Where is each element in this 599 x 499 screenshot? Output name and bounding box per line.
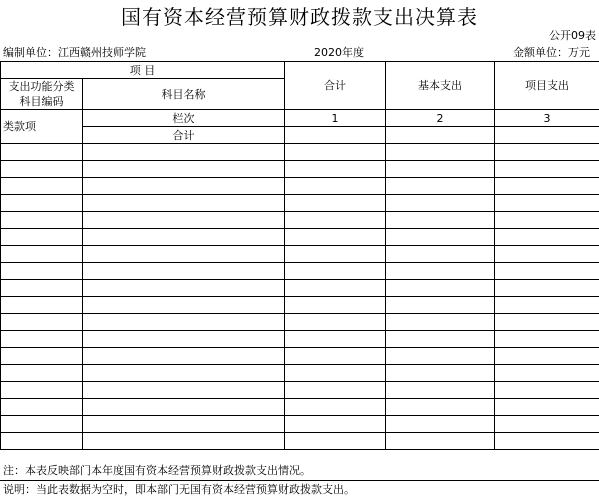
table-cell [83, 212, 285, 229]
note-scope: 注：本表反映部门本年度国有资本经营预算财政拨款支出情况。 [0, 462, 599, 481]
table-cell [386, 144, 495, 161]
report-title: 国有资本经营预算财政拨款支出决算表 [0, 4, 599, 30]
table-cell [83, 263, 285, 280]
table-cell [1, 246, 83, 263]
table-row [1, 314, 599, 331]
table-cell [83, 416, 285, 433]
table-row [1, 263, 599, 280]
table-cell [285, 433, 386, 450]
header-project-expenditure: 项目支出 [495, 62, 599, 110]
table-cell [495, 144, 599, 161]
table-cell [495, 212, 599, 229]
table-cell [83, 229, 285, 246]
table-cell [83, 382, 285, 399]
table-cell [1, 365, 83, 382]
table-cell [386, 416, 495, 433]
table-cell [1, 348, 83, 365]
table-cell [83, 365, 285, 382]
table-cell [83, 280, 285, 297]
table-cell [83, 161, 285, 178]
table-cell [495, 280, 599, 297]
header-subject-name: 科目名称 [83, 79, 285, 110]
table-cell [1, 161, 83, 178]
table-cell [285, 178, 386, 195]
table-cell [386, 297, 495, 314]
table-row [1, 212, 599, 229]
column-index-1: 1 [285, 110, 386, 127]
table-cell [83, 195, 285, 212]
table-cell [1, 382, 83, 399]
table-cell [386, 331, 495, 348]
table-row [1, 416, 599, 433]
table-cell [1, 178, 83, 195]
header-row-project [1, 62, 599, 79]
table-cell [1, 433, 83, 450]
header-project: 项 目 [1, 62, 285, 79]
table-cell [285, 263, 386, 280]
table-cell [285, 297, 386, 314]
header-basic-expenditure: 基本支出 [386, 62, 495, 110]
sum-row-project [495, 127, 599, 144]
table-cell [285, 416, 386, 433]
column-index-label: 栏次 [83, 110, 285, 127]
notes [0, 462, 599, 499]
table-row [1, 280, 599, 297]
table-cell [495, 246, 599, 263]
table-cell [386, 246, 495, 263]
table-cell [1, 297, 83, 314]
table-cell [285, 161, 386, 178]
column-index-3: 3 [495, 110, 599, 127]
table-cell [83, 314, 285, 331]
table-cell [495, 314, 599, 331]
table-row [1, 229, 599, 246]
table-cell [495, 348, 599, 365]
table-cell [285, 331, 386, 348]
header-total: 合计 [285, 62, 386, 110]
table-cell [495, 161, 599, 178]
table-row [1, 382, 599, 399]
table-row [1, 297, 599, 314]
table-row [1, 144, 599, 161]
table-row [1, 246, 599, 263]
table-cell [83, 178, 285, 195]
compiling-unit: 编制单位：江西赣州技师学院 [3, 44, 146, 62]
table-row [1, 331, 599, 348]
table-cell [386, 382, 495, 399]
header-function-code-line2: 科目编码 [1, 94, 82, 109]
table-cell [495, 195, 599, 212]
table-cell [495, 399, 599, 416]
table-cell [285, 365, 386, 382]
category-code-label: 类款项 [1, 110, 83, 144]
table-row [1, 399, 599, 416]
table-cell [83, 399, 285, 416]
table-cell [386, 212, 495, 229]
amount-unit: 金额单位：万元 [513, 44, 590, 62]
table-cell [1, 280, 83, 297]
table-cell [495, 382, 599, 399]
table-cell [386, 314, 495, 331]
table-cell [386, 229, 495, 246]
table-cell [1, 416, 83, 433]
table-cell [285, 382, 386, 399]
table-cell [386, 433, 495, 450]
table-cell [285, 212, 386, 229]
table-row [1, 348, 599, 365]
table-row [1, 161, 599, 178]
table-cell [1, 229, 83, 246]
form-number: 公开09表 [549, 29, 596, 43]
column-index-row [1, 110, 599, 127]
table-cell [1, 212, 83, 229]
table-cell [285, 399, 386, 416]
table-cell [83, 144, 285, 161]
note-empty-explanation: 说明：当此表数据为空时，即本部门无国有资本经营预算财政拨款支出。 [0, 481, 599, 499]
table-cell [386, 365, 495, 382]
table-cell [495, 433, 599, 450]
table-cell [1, 399, 83, 416]
table-cell [495, 263, 599, 280]
table-cell [83, 331, 285, 348]
sum-row-total [285, 127, 386, 144]
table-cell [386, 399, 495, 416]
table-cell [386, 348, 495, 365]
table-cell [495, 331, 599, 348]
table-cell [285, 314, 386, 331]
table-cell [386, 280, 495, 297]
table-cell [1, 314, 83, 331]
table-row [1, 178, 599, 195]
table-cell [285, 348, 386, 365]
sum-row-basic [386, 127, 495, 144]
table-cell [285, 280, 386, 297]
header-function-code-line1: 支出功能分类 [1, 79, 82, 94]
table-cell [1, 195, 83, 212]
fiscal-year: 2020年度 [314, 44, 364, 62]
table-cell [495, 416, 599, 433]
table-row [1, 433, 599, 450]
table-cell [1, 144, 83, 161]
table-cell [83, 348, 285, 365]
table-cell [1, 263, 83, 280]
table-cell [285, 229, 386, 246]
table-cell [495, 229, 599, 246]
table-cell [386, 161, 495, 178]
table-cell [386, 178, 495, 195]
table-cell [83, 433, 285, 450]
table-cell [386, 195, 495, 212]
sum-row [1, 127, 599, 144]
table-cell [83, 297, 285, 314]
table-row [1, 365, 599, 382]
table-cell [83, 246, 285, 263]
table-cell [495, 365, 599, 382]
table-cell [386, 263, 495, 280]
table-cell [285, 246, 386, 263]
table-cell [495, 178, 599, 195]
header-function-code [1, 79, 83, 110]
meta-row [0, 44, 599, 62]
column-index-2: 2 [386, 110, 495, 127]
table-cell [285, 195, 386, 212]
sum-row-label: 合计 [83, 127, 285, 144]
table-cell [1, 331, 83, 348]
expenditure-table [0, 61, 599, 450]
table-row [1, 195, 599, 212]
table-cell [495, 297, 599, 314]
table-cell [285, 144, 386, 161]
